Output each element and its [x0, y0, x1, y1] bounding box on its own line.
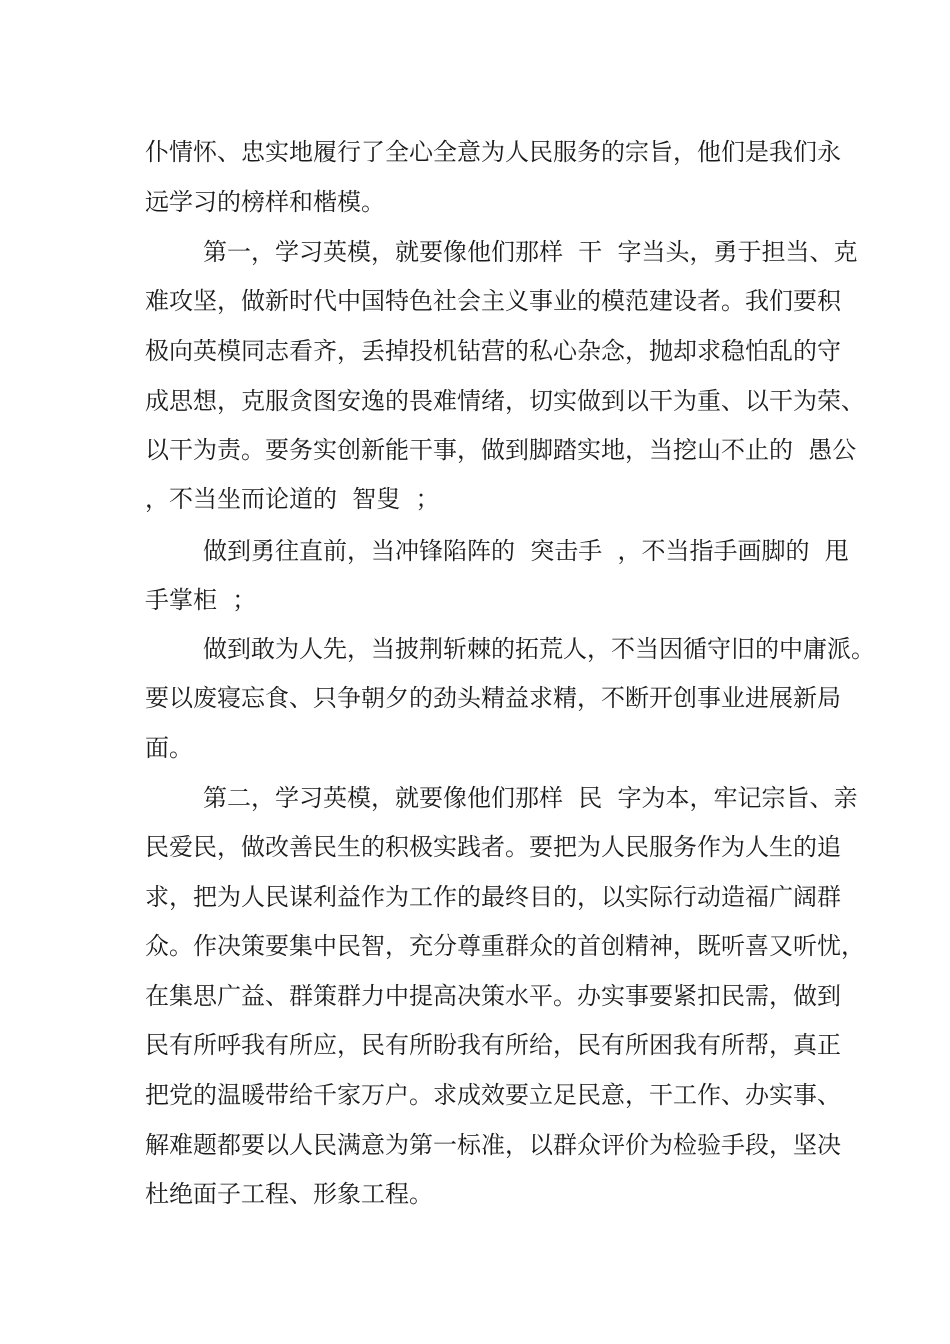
text-line: 做到勇往直前，当冲锋陷阵的 突击手 ，不当指手画脚的 甩: [203, 537, 849, 565]
text-line: 手掌柜 ；: [145, 586, 257, 614]
text-line: 做到敢为人先，当披荆斩棘的拓荒人，不当因循守旧的中庸派。: [203, 635, 875, 663]
text-line: 民有所呼我有所应，民有所盼我有所给，民有所困我有所帮，真正: [145, 1031, 841, 1059]
text-line: 杜绝面子工程、形象工程。: [145, 1180, 433, 1208]
text-line: 要以废寝忘食、只争朝夕的劲头精益求精，不断开创事业进展新局: [145, 684, 841, 712]
text-line: 第二，学习英模，就要像他们那样 民 字为本，牢记宗旨、亲: [203, 784, 858, 812]
text-line: 众。作决策要集中民智，充分尊重群众的首创精神，既听喜又听忧，: [145, 932, 865, 960]
text-line: 第一，学习英模，就要像他们那样 干 字当头，勇于担当、克: [203, 238, 858, 266]
text-line: 远学习的榜样和楷模。: [145, 188, 385, 216]
text-line: 求，把为人民谋利益作为工作的最终目的，以实际行动造福广阔群: [145, 883, 841, 911]
text-line: 把党的温暖带给千家万户。求成效要立足民意，干工作、办实事、: [145, 1081, 841, 1109]
text-line: 仆情怀、忠实地履行了全心全意为人民服务的宗旨，他们是我们永: [145, 138, 841, 166]
text-line: ，不当坐而论道的 智叟 ；: [145, 485, 440, 513]
text-line: 以干为责。要务实创新能干事，做到脚踏实地，当挖山不止的 愚公: [145, 436, 857, 464]
text-line: 解难题都要以人民满意为第一标准，以群众评价为检验手段，坚决: [145, 1131, 841, 1159]
text-line: 极向英模同志看齐，丢掉投机钻营的私心杂念，抛却求稳怕乱的守: [145, 337, 841, 365]
text-line: 成思想，克服贪图安逸的畏难情绪，切实做到以干为重、以干为荣、: [145, 387, 865, 415]
text-line: 在集思广益、群策群力中提高决策水平。办实事要紧扣民需，做到: [145, 982, 841, 1010]
text-line: 民爱民，做改善民生的积极实践者。要把为人民服务作为人生的追: [145, 833, 841, 861]
text-line: 面。: [145, 734, 193, 762]
text-line: 难攻坚，做新时代中国特色社会主义事业的模范建设者。我们要积: [145, 287, 841, 315]
